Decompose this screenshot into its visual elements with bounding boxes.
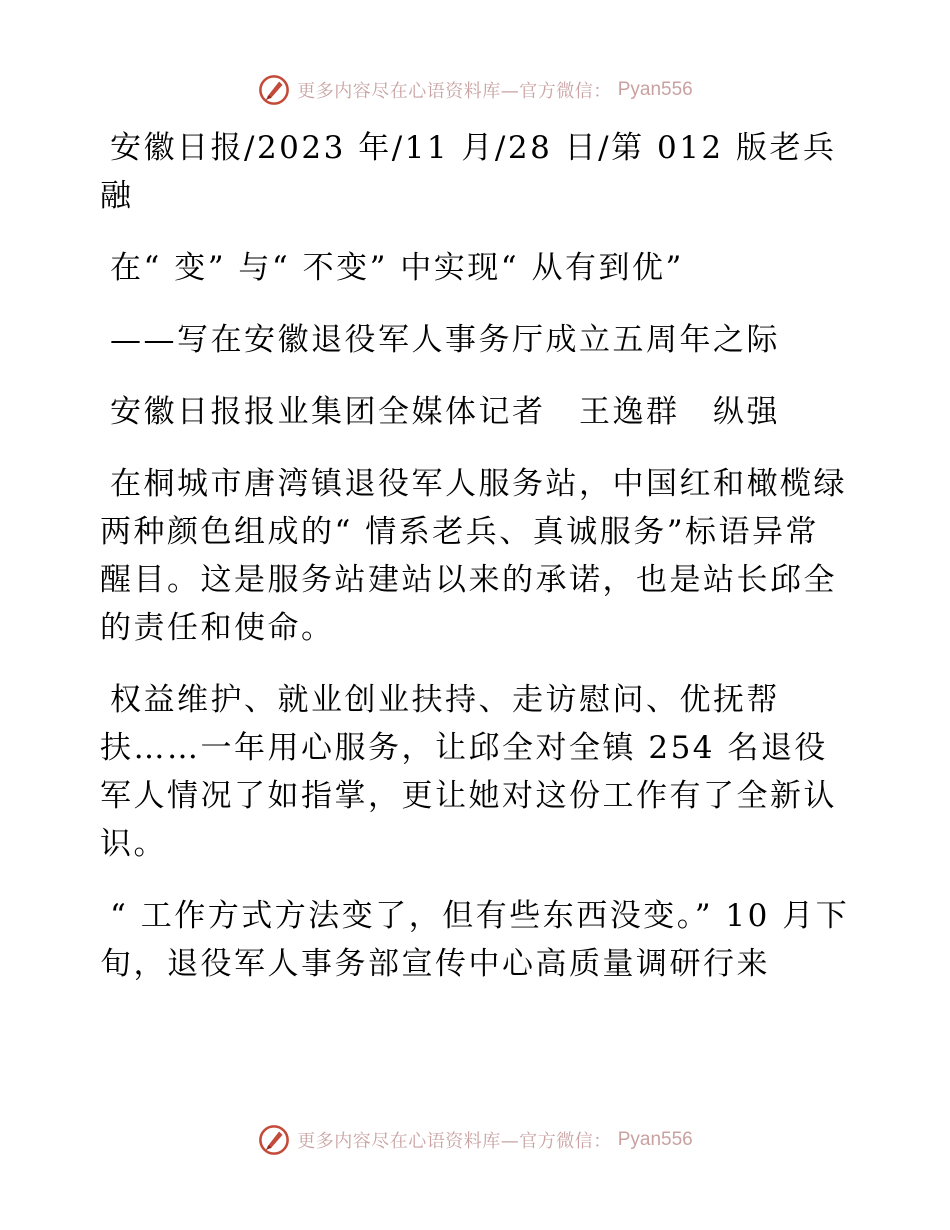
- article-byline: 安徽日报报业集团全媒体记者 王逸群 纵强: [110, 394, 780, 430]
- watermark-wechat-id: Pyan556: [617, 79, 693, 100]
- watermark-wechat-id: Pyan556: [617, 1129, 693, 1150]
- article-source-line: 安徽日报/2023 年/11 月/28 日/第 012 版老兵融: [100, 130, 837, 214]
- watermark-text: 更多内容尽在心语资料库—官方微信：: [297, 1131, 612, 1152]
- footer-watermark: [0, 1120, 950, 1160]
- pen-logo-icon: [257, 1123, 291, 1157]
- pen-logo-icon: [257, 73, 291, 107]
- article-title: 在“ 变” 与“ 不变” 中实现“ 从有到优”: [110, 250, 684, 286]
- article-paragraph: “ 工作方式方法变了，但有些东西没变。” 10 月下旬，退役军人事务部宣传中心高质量调研行来: [100, 898, 850, 982]
- article-subtitle: ——写在安徽退役军人事务厅成立五周年之际: [110, 322, 780, 358]
- article-body: [100, 124, 852, 1012]
- header-watermark: [0, 70, 950, 110]
- article-paragraph: 在桐城市唐湾镇退役军人服务站，中国红和橄榄绿两种颜色组成的“ 情系老兵、真诚服务”标语异常醒目。这是服务站建站以来的承诺，也是站长邱全的责任和使命。: [100, 466, 847, 646]
- watermark-text: 更多内容尽在心语资料库—官方微信：: [297, 81, 612, 102]
- article-paragraph: 权益维护、就业创业扶持、走访慰问、优抚帮扶……一年用心服务，让邱全对全镇 254 名退役军人情况了如指掌，更让她对这份工作有了全新认识。: [100, 682, 837, 862]
